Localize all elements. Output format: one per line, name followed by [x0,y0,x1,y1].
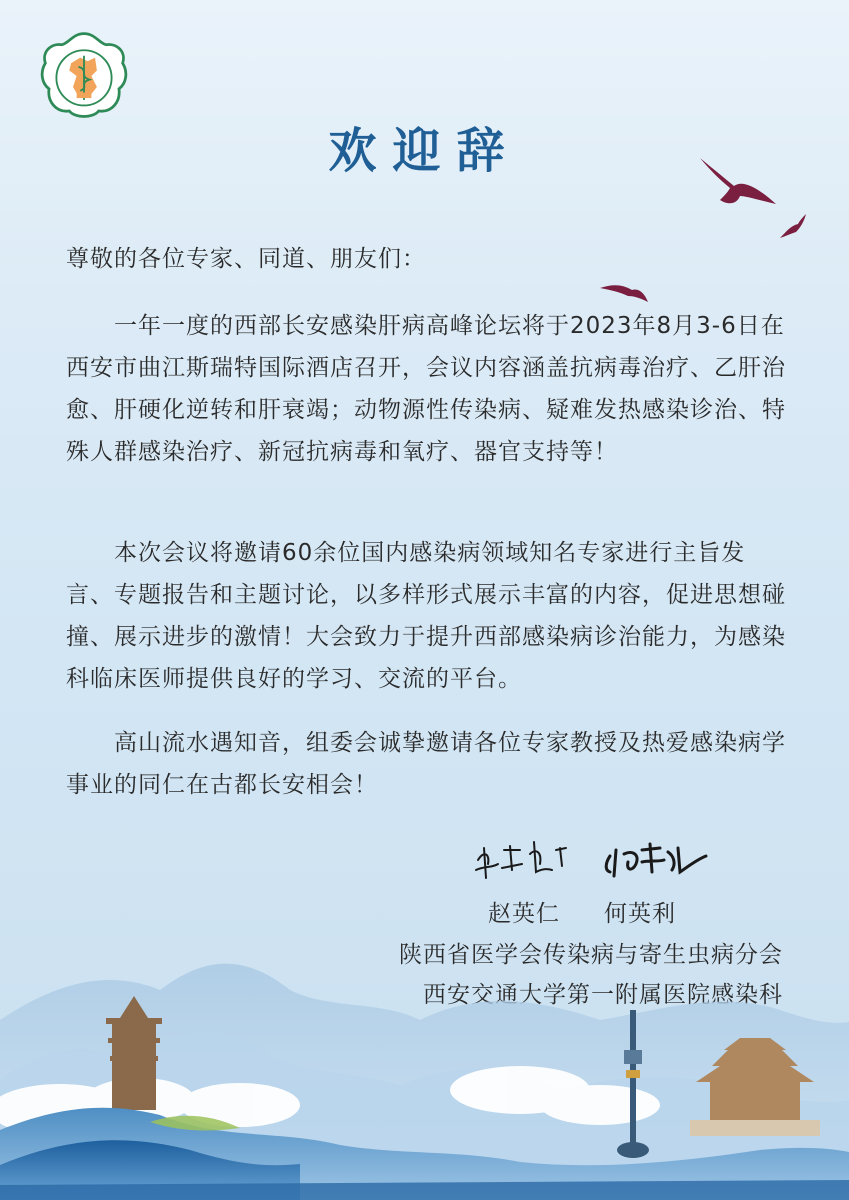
bird-icon [780,214,806,238]
signature-zhao [476,842,566,878]
letter-paragraph: 本次会议将邀请60余位国内感染病领域知名专家进行主旨发言、专题报告和主题讨论，以多样形式展示丰富的内容，促进思想碰撞、展示进步的激情！大会致力于提升西部感染病诊治能力，为感染科临床医师提供良好的学习、交流的平台。 [66,540,786,692]
signature-he [606,844,706,876]
signer-name-1: 赵英仁 [488,901,560,927]
organization-2: 西安交通大学第一附属医院感染科 [423,982,783,1008]
organization-1: 陕西省医学会传染病与寄生虫病分会 [399,942,783,968]
landscape-illustration [0,900,849,1200]
page-title: 欢迎辞 [328,123,521,179]
signer-name-2: 何英利 [604,901,676,927]
handwritten-signatures [470,820,730,890]
letter-greeting: 尊敬的各位专家、同道、朋友们： [66,246,426,272]
letter-paragraph: 一年一度的西部长安感染肝病高峰论坛将于2023年8月3-6日在西安市曲江斯瑞特国际酒店召开，会议内容涵盖抗病毒治疗、乙肝治愈、肝硬化逆转和肝衰竭；动物源性传染病、疑难发热感染诊治、特殊人群感染治疗、新冠抗病毒和氧疗、器官支持等！ [66,313,786,465]
letter-paragraph: 高山流水遇知音，组委会诚挚邀请各位专家教授及热爱感染病学事业的同仁在古都长安相会！ [66,730,786,798]
shaanxi-medical-association-logo [38,30,130,122]
bird-icon [600,285,648,302]
